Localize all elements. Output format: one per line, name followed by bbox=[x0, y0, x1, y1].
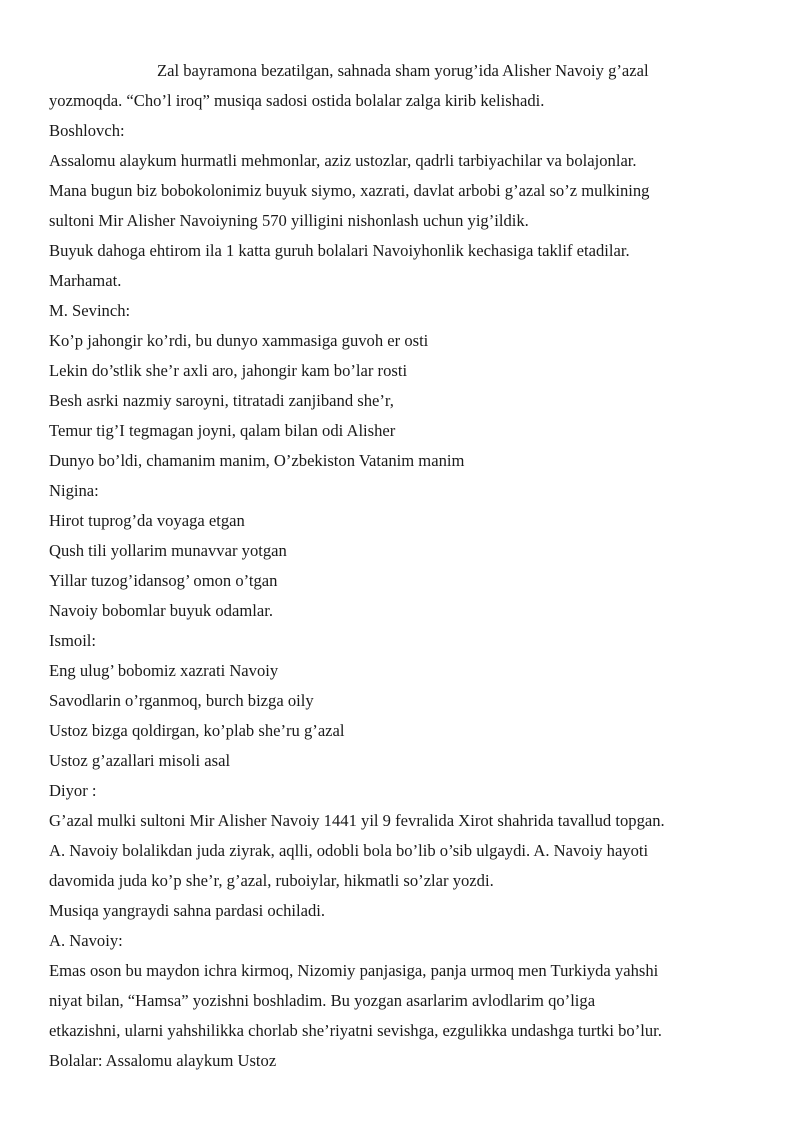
poem-line: Yillar tuzog’idansog’ omon o’tgan bbox=[49, 571, 278, 590]
prose-line: A. Navoiy bolalikdan juda ziyrak, aqlli, odobli bola bo’lib o’sib ulgaydi. A. Navoiy hayoti bbox=[49, 841, 649, 860]
poem-line: Besh asrki nazmiy saroyni, titratadi zanjiband she’r, bbox=[49, 391, 394, 410]
prose-line: niyat bilan, “Hamsa” yozishni boshladim. Bu yozgan asarlarim avlodlarim qo’liga bbox=[49, 991, 596, 1010]
speaker-label-sevinch: M. Sevinch: bbox=[49, 301, 131, 320]
closing-line: Bolalar: Assalomu alaykum Ustoz bbox=[49, 1051, 277, 1070]
prose-line: G’azal mulki sultoni Mir Alisher Navoiy 1441 yil 9 fevralida Xirot shahrida tavallud topgan. bbox=[49, 811, 665, 830]
host-line-4: Buyuk dahoga ehtirom ila 1 katta guruh bolalari Navoiyhonlik kechasiga taklif etadilar. bbox=[49, 241, 630, 260]
document-page bbox=[49, 56, 761, 1076]
poem-line: Eng ulug’ bobomiz xazrati Navoiy bbox=[49, 661, 279, 680]
speaker-label-ismoil: Ismoil: bbox=[49, 631, 97, 650]
speaker-label-diyor: Diyor : bbox=[49, 781, 97, 800]
prose-line: davomida juda ko’p she’r, g’azal, ruboiylar, hikmatli so’zlar yozdi. bbox=[49, 871, 494, 890]
poem-line: Ustoz bizga qoldirgan, ko’plab she’ru g’azal bbox=[49, 721, 345, 740]
poem-line: Hirot tuprog’da voyaga etgan bbox=[49, 511, 245, 530]
stage-direction: Musiqa yangraydi sahna pardasi ochiladi. bbox=[49, 901, 326, 920]
prose-line: etkazishni, ularni yahshilikka chorlab she’riyatni sevishga, ezgulikka undashga turtki bo’lur. bbox=[49, 1021, 662, 1040]
intro-line-2: yozmoqda. “Cho’l iroq” musiqa sadosi ostida bolalar zalga kirib kelishadi. bbox=[49, 91, 545, 110]
host-line-5: Marhamat. bbox=[49, 271, 122, 290]
poem-line: Navoiy bobomlar buyuk odamlar. bbox=[49, 601, 273, 620]
host-line-1: Assalomu alaykum hurmatli mehmonlar, aziz ustozlar, qadrli tarbiyachilar va bolajonlar. bbox=[49, 151, 637, 170]
prose-line: Emas oson bu maydon ichra kirmoq, Nizomiy panjasiga, panja urmoq men Turkiyda yahshi bbox=[49, 961, 659, 980]
intro-line-1: Zal bayramona bezatilgan, sahnada sham yorug’ida Alisher Navoiy g’azal bbox=[157, 61, 649, 80]
host-line-3: sultoni Mir Alisher Navoiyning 570 yilligini nishonlash uchun yig’ildik. bbox=[49, 211, 529, 230]
speaker-label-navoiy: A. Navoiy: bbox=[49, 931, 123, 950]
speaker-label-host: Boshlovch: bbox=[49, 121, 125, 140]
speaker-label-nigina: Nigina: bbox=[49, 481, 99, 500]
poem-line: Savodlarin o’rganmoq, burch bizga oily bbox=[49, 691, 314, 710]
poem-line: Dunyo bo’ldi, chamanim manim, O’zbekiston Vatanim manim bbox=[49, 451, 465, 470]
poem-line: Ko’p jahongir ko’rdi, bu dunyo xammasiga guvoh er osti bbox=[49, 331, 429, 350]
poem-line: Temur tig’I tegmagan joyni, qalam bilan odi Alisher bbox=[49, 421, 396, 440]
poem-line: Ustoz g’azallari misoli asal bbox=[49, 751, 231, 770]
host-line-2: Mana bugun biz bobokolonimiz buyuk siymo, xazrati, davlat arbobi g’azal so’z mulkining bbox=[49, 181, 650, 200]
poem-line: Lekin do’stlik she’r axli aro, jahongir kam bo’lar rosti bbox=[49, 361, 408, 380]
poem-line: Qush tili yollarim munavvar yotgan bbox=[49, 541, 287, 560]
